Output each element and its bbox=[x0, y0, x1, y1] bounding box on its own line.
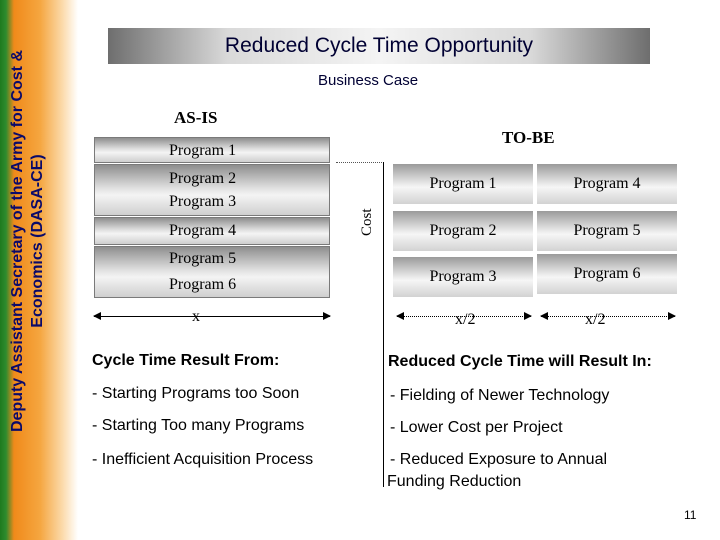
to-be-label: TO-BE bbox=[502, 128, 555, 147]
to-be-program-2: Program 2 bbox=[429, 222, 497, 239]
to-be-program-1-box bbox=[393, 164, 533, 204]
page-subtitle: Business Case bbox=[318, 72, 419, 89]
as-is-label: AS-IS bbox=[174, 108, 218, 127]
cause-item-3: - Inefficient Acquisition Process bbox=[92, 451, 314, 468]
result-item-2: - Lower Cost per Project bbox=[390, 419, 563, 436]
to-be-program-1: Program 1 bbox=[429, 175, 497, 192]
page-number: 11 bbox=[684, 508, 697, 522]
as-is-program-5: Program 5 bbox=[169, 250, 237, 267]
result-item-1: - Fielding of Newer Technology bbox=[390, 387, 610, 404]
cause-item-1: - Starting Programs too Soon bbox=[92, 385, 300, 402]
result-item-3-continued: Funding Reduction bbox=[387, 473, 522, 490]
to-be-program-6-box bbox=[537, 254, 677, 294]
to-be-program-3-box bbox=[393, 257, 533, 297]
cost-level-dotted-line bbox=[336, 162, 384, 163]
as-is-program-4: Program 4 bbox=[169, 222, 237, 239]
cost-axis-line bbox=[383, 162, 384, 487]
to-be-right-duration-label: x/2 bbox=[585, 311, 606, 328]
to-be-program-5: Program 5 bbox=[573, 222, 641, 239]
as-is-duration-arrow bbox=[94, 316, 330, 317]
sidebar-title-line-1: Deputy Assistant Secretary of the Army for Cost & bbox=[9, 50, 26, 433]
cost-axis-label: Cost bbox=[359, 208, 375, 236]
result-item-3: - Reduced Exposure to Annual bbox=[390, 451, 608, 468]
title-bar bbox=[108, 28, 650, 64]
result-heading: Reduced Cycle Time will Result In: bbox=[388, 353, 652, 370]
to-be-program-2-box bbox=[393, 211, 533, 251]
as-is-duration-label: x bbox=[192, 308, 200, 325]
to-be-program-5-box bbox=[537, 211, 677, 251]
as-is-program-6: Program 6 bbox=[169, 276, 237, 293]
as-is-program-1: Program 1 bbox=[169, 142, 237, 159]
sidebar-title-line-2: Economics (DASA-CE) bbox=[29, 154, 46, 328]
as-is-program-2: Program 2 bbox=[169, 170, 237, 187]
to-be-program-6: Program 6 bbox=[573, 265, 641, 282]
to-be-program-4: Program 4 bbox=[573, 175, 641, 192]
sidebar-title bbox=[8, 6, 48, 476]
page-title: Reduced Cycle Time Opportunity bbox=[224, 34, 534, 57]
cause-item-2: - Starting Too many Programs bbox=[92, 417, 305, 434]
to-be-program-3: Program 3 bbox=[429, 268, 497, 285]
to-be-left-duration-label: x/2 bbox=[455, 311, 476, 328]
cause-heading: Cycle Time Result From: bbox=[92, 352, 280, 369]
to-be-right-duration-arrow bbox=[541, 316, 675, 317]
to-be-program-4-box bbox=[537, 164, 677, 204]
as-is-program-3: Program 3 bbox=[169, 193, 237, 210]
